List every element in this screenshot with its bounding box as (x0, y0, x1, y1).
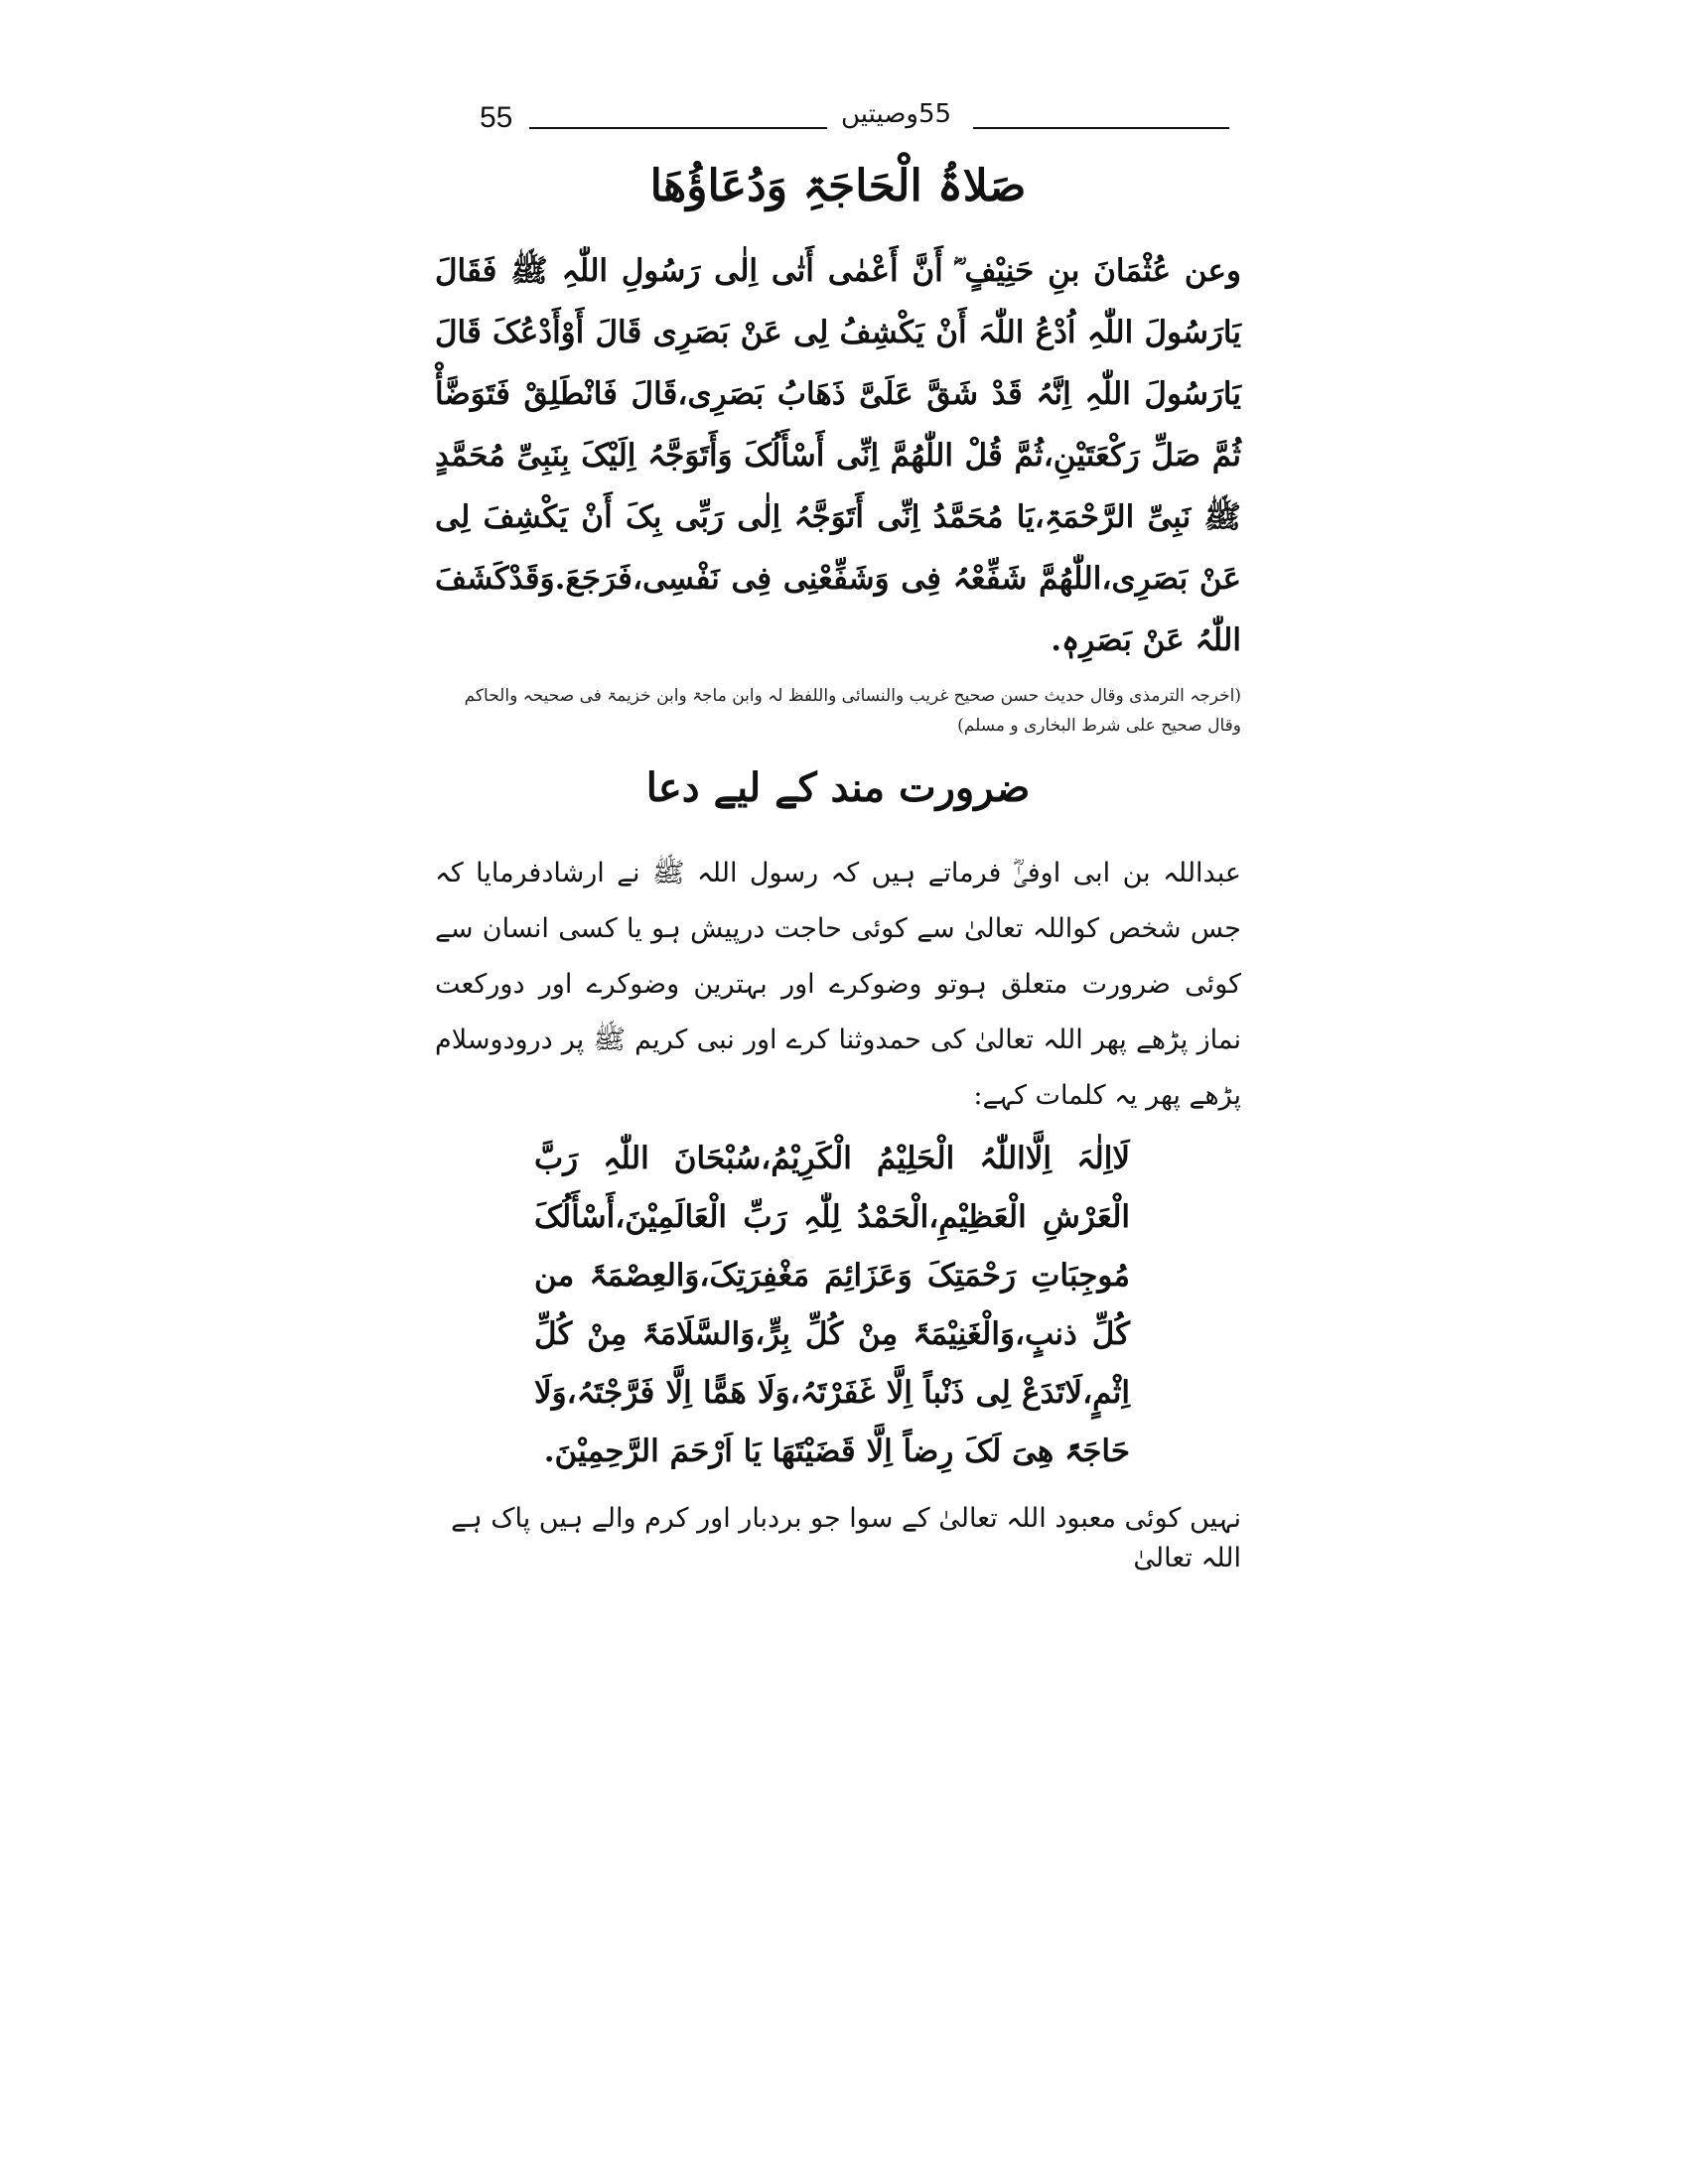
header-rule-right (973, 127, 1229, 129)
dua-text (534, 1130, 1130, 1481)
hadith-citation (435, 681, 1241, 741)
citation-text: (اخرجہ الترمذی وقال حدیث حسن صحیح غریب والنسائی واللفظ لہ وابن ماجۃ وابن خزیمۃ فی صحیحہ والحاکم وقال صحیح علی شرط البخاری و مسلم) (464, 686, 1241, 736)
arabic-section-title: صَلاۃُ الْحَاجَۃِ وَدُعَاؤُھَا (649, 161, 1027, 211)
urdu-translation (435, 1499, 1241, 1578)
translation-text: نہیں کوئی معبود اللہ تعالیٰ کے سوا جو بردبار اور کرم والے ہیں پاک ہے اللہ تعالیٰ (451, 1503, 1241, 1573)
arabic-hadith-paragraph: وعن عُثْمَانَ بنِ حَنِیْفٍ ؓ أَنَّ أَعْمٰی أَتٰی اِلٰی رَسُولِ اللّٰہِ ﷺ فَقَالَ یَارَسُولَ اللّٰہِ اُدْعُ اللّٰہَ أَنْ یَکْشِفُ لِی عَنْ بَصَرِی قَالَ أَوْأَدْعُکَ قَالَ یَارَسُولَ اللّٰہِ اِنَّہُ قَدْ شَقَّ عَلَیَّ ذَھَابُ بَصَرِی،قَالَ فَانْطَلِقْ فَتَوَضَّأْ ثُمَّ صَلِّ رَکْعَتَیْنِ،ثُمَّ قُلْ اللّٰھُمَّ اِنِّی أَسْأَلُکَ وَأَتَوَجَّہُ اِلَیْکَ بِنَبِیِّ مُحَمَّدٍ ﷺ نَبِیِّ الرَّحْمَۃِ،یَا مُحَمَّدُ اِنِّی أَتَوَجَّہُ اِلٰی رَبِّی بِکَ أَنْ یَکْشِفَ لِی عَنْ بَصَرِی،اللّٰھُمَّ شَفِّعْہُ فِی وَشَفِّعْنِی فِی نَفْسِی،فَرَجَعَ.وَقَدْکَشَفَ اللّٰہُ عَنْ بَصَرِہٖ. (435, 253, 1241, 658)
header-rule-left (529, 127, 827, 129)
page-number: 55 (480, 101, 513, 134)
running-header (472, 99, 1226, 139)
urdu-section-title: ضرورت مند کے لیے دعا (645, 764, 1031, 811)
book-title: 55وصیتیں (841, 99, 952, 129)
arabic-hadith-text (435, 240, 1241, 671)
urdu-narration (435, 846, 1241, 1124)
dua-paragraph: لَااِلٰہَ اِلَّااللّٰہُ الْحَلِیْمُ الْکَرِیْمُ،سُبْحَانَ اللّٰہِ رَبَّ الْعَرْشِ الْعَظِیْمِ،الْحَمْدُ لِلّٰہِ رَبِّ الْعَالَمِیْنَ،أَسْأَلُکَ مُوجِبَاتِ رَحْمَتِکَ وَعَزَائِمَ مَغْفِرَتِکَ،وَالعِصْمَۃَ من کُلِّ ذنبٍ،وَالْغَنِیْمَۃَ مِنْ کُلِّ بِرٍّ،وَالسَّلَامَۃَ مِنْ کُلِّ اِثْمٍ،لَاتَدَعْ لِی ذَنْباً اِلَّا غَفَرْتَہُ،وَلَا ھَمًّا اِلَّا فَرَّجْتَہُ،وَلَا حَاجَۃً ھِیَ لَکَ رِضاً اِلَّا قَضَیْتَھَا یَا اَرْحَمَ الرَّحِمِیْنَ. (534, 1141, 1130, 1469)
urdu-narration-paragraph: عبداللہ بن ابی اوفیٰؓ فرماتے ہیں کہ رسول اللہ ﷺ نے ارشادفرمایا کہ جس شخص کواللہ تعالیٰ سے کوئی حاجت درپیش ہو یا کسی انسان سے کوئی ضرورت متعلق ہوتو وضوکرے اور بہترین وضوکرے اور دورکعت نماز پڑھے پھر اللہ تعالیٰ کی حمدوثنا کرے اور نبی کریم ﷺ پر درودوسلام پڑھے پھر یہ کلمات کہے: (435, 858, 1241, 1111)
